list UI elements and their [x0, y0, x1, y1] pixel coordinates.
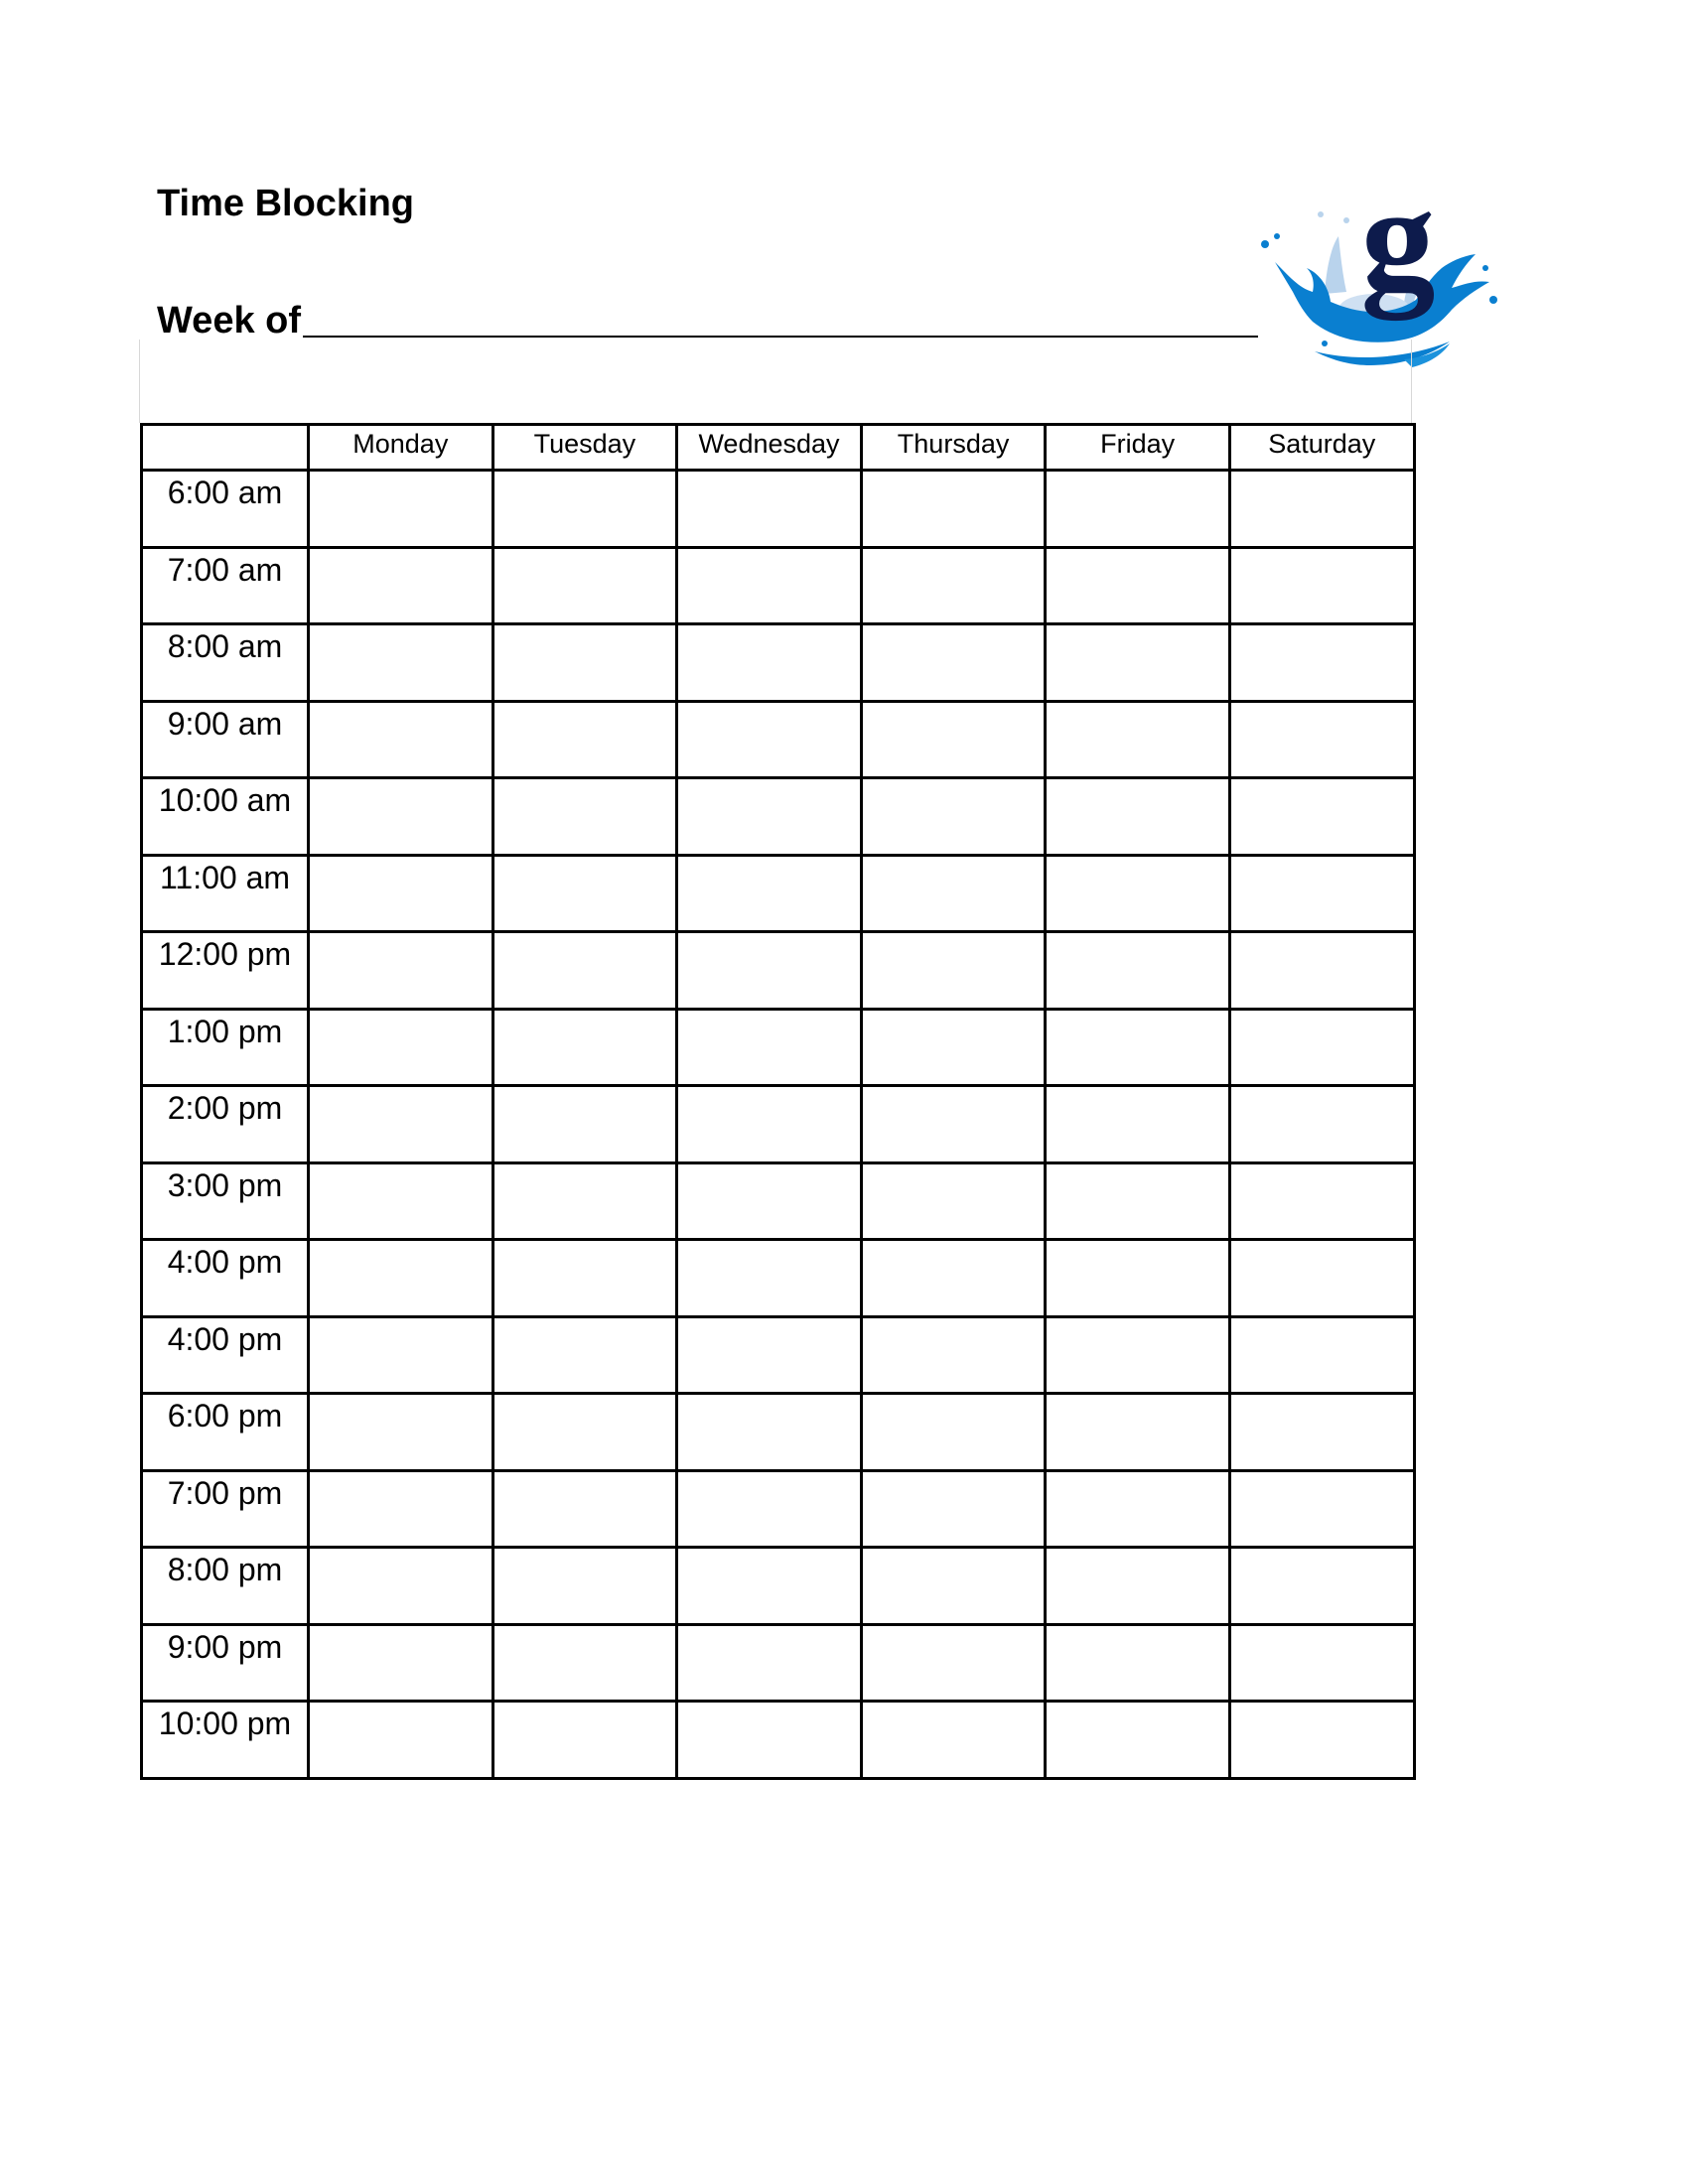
schedule-header-area: [139, 340, 1412, 423]
time-slot-cell[interactable]: [1046, 1316, 1230, 1394]
time-slot-cell[interactable]: [861, 1394, 1046, 1471]
time-label: 10:00 pm: [142, 1702, 309, 1779]
time-label: 11:00 am: [142, 855, 309, 932]
time-slot-cell[interactable]: [1229, 1702, 1414, 1779]
time-slot-cell[interactable]: [677, 1240, 862, 1317]
time-slot-cell[interactable]: [861, 1240, 1046, 1317]
time-slot-cell[interactable]: [1046, 1624, 1230, 1702]
time-slot-cell[interactable]: [1229, 471, 1414, 548]
time-slot-cell[interactable]: [492, 624, 677, 702]
time-slot-cell[interactable]: [677, 547, 862, 624]
table-row: [142, 1702, 1415, 1779]
time-slot-cell[interactable]: [492, 1009, 677, 1086]
time-slot-cell[interactable]: [861, 1162, 1046, 1240]
time-slot-cell[interactable]: [1229, 1548, 1414, 1625]
time-slot-cell[interactable]: [677, 701, 862, 778]
time-slot-cell[interactable]: [492, 1548, 677, 1625]
time-slot-cell[interactable]: [1046, 1702, 1230, 1779]
time-slot-cell[interactable]: [677, 932, 862, 1010]
table-row: [142, 778, 1415, 856]
time-slot-cell[interactable]: [861, 1009, 1046, 1086]
time-slot-cell[interactable]: [492, 932, 677, 1010]
time-label: 4:00 pm: [142, 1240, 309, 1317]
day-header-thursday: Thursday: [861, 425, 1046, 471]
time-slot-cell[interactable]: [861, 1086, 1046, 1163]
time-slot-cell[interactable]: [677, 1009, 862, 1086]
time-slot-cell[interactable]: [861, 701, 1046, 778]
time-slot-cell[interactable]: [1229, 1240, 1414, 1317]
table-row: [142, 1470, 1415, 1548]
table-row: [142, 547, 1415, 624]
logo-letter: g: [1360, 185, 1436, 321]
time-slot-cell[interactable]: [309, 1240, 493, 1317]
time-slot-cell[interactable]: [861, 471, 1046, 548]
time-slot-cell[interactable]: [1046, 1548, 1230, 1625]
time-slot-cell[interactable]: [309, 547, 493, 624]
time-label: 8:00 am: [142, 624, 309, 702]
time-slot-cell[interactable]: [1046, 1470, 1230, 1548]
time-slot-cell[interactable]: [1046, 471, 1230, 548]
table-row: [142, 1009, 1415, 1086]
table-row: [142, 624, 1415, 702]
time-slot-cell[interactable]: [309, 624, 493, 702]
time-slot-cell[interactable]: [1229, 778, 1414, 856]
time-label: 4:00 pm: [142, 1316, 309, 1394]
time-slot-cell[interactable]: [309, 471, 493, 548]
time-slot-cell[interactable]: [861, 624, 1046, 702]
time-slot-cell[interactable]: [309, 1624, 493, 1702]
time-slot-cell[interactable]: [861, 855, 1046, 932]
time-slot-cell[interactable]: [677, 1548, 862, 1625]
time-slot-cell[interactable]: [677, 778, 862, 856]
header-row: [142, 425, 1415, 471]
time-slot-cell[interactable]: [1046, 1240, 1230, 1317]
time-slot-cell[interactable]: [492, 471, 677, 548]
time-slot-cell[interactable]: [1229, 701, 1414, 778]
table-row: [142, 1086, 1415, 1163]
time-slot-cell[interactable]: [1046, 701, 1230, 778]
time-slot-cell[interactable]: [861, 1702, 1046, 1779]
time-slot-cell[interactable]: [677, 1394, 862, 1471]
time-slot-cell[interactable]: [492, 1086, 677, 1163]
table-row: [142, 701, 1415, 778]
week-of-blank-line[interactable]: [303, 300, 1258, 338]
time-label: 10:00 am: [142, 778, 309, 856]
schedule-body: [142, 471, 1415, 1779]
time-slot-cell[interactable]: [492, 547, 677, 624]
week-of-row: [157, 298, 1258, 343]
time-slot-cell[interactable]: [1046, 1009, 1230, 1086]
time-slot-cell[interactable]: [492, 1394, 677, 1471]
time-slot-cell[interactable]: [677, 1162, 862, 1240]
time-blocking-table: [140, 423, 1416, 1780]
time-label: 7:00 am: [142, 547, 309, 624]
time-slot-cell[interactable]: [1229, 624, 1414, 702]
time-slot-cell[interactable]: [309, 1548, 493, 1625]
time-slot-cell[interactable]: [492, 1316, 677, 1394]
time-slot-cell[interactable]: [492, 1470, 677, 1548]
time-slot-cell[interactable]: [1229, 1394, 1414, 1471]
time-slot-cell[interactable]: [309, 1702, 493, 1779]
time-label: 3:00 pm: [142, 1162, 309, 1240]
time-slot-cell[interactable]: [492, 855, 677, 932]
time-slot-cell[interactable]: [677, 855, 862, 932]
time-slot-cell[interactable]: [492, 1162, 677, 1240]
time-slot-cell[interactable]: [309, 1470, 493, 1548]
time-slot-cell[interactable]: [309, 1316, 493, 1394]
time-slot-cell[interactable]: [309, 932, 493, 1010]
time-slot-cell[interactable]: [861, 932, 1046, 1010]
table-row: [142, 1162, 1415, 1240]
corner-cell: [142, 425, 309, 471]
time-slot-cell[interactable]: [1229, 932, 1414, 1010]
time-label: 9:00 pm: [142, 1624, 309, 1702]
time-slot-cell[interactable]: [677, 1086, 862, 1163]
time-slot-cell[interactable]: [677, 471, 862, 548]
time-slot-cell[interactable]: [1229, 1086, 1414, 1163]
time-label: 1:00 pm: [142, 1009, 309, 1086]
time-slot-cell[interactable]: [1046, 778, 1230, 856]
time-slot-cell[interactable]: [861, 1548, 1046, 1625]
time-slot-cell[interactable]: [861, 547, 1046, 624]
time-slot-cell[interactable]: [1229, 1470, 1414, 1548]
time-label: 8:00 pm: [142, 1548, 309, 1625]
table-row: [142, 1548, 1415, 1625]
time-slot-cell[interactable]: [309, 778, 493, 856]
time-label: 9:00 am: [142, 701, 309, 778]
time-slot-cell[interactable]: [677, 1470, 862, 1548]
time-slot-cell[interactable]: [492, 1240, 677, 1317]
time-slot-cell[interactable]: [309, 1394, 493, 1471]
table-row: [142, 932, 1415, 1010]
time-slot-cell[interactable]: [309, 1162, 493, 1240]
table-row: [142, 471, 1415, 548]
time-label: 12:00 pm: [142, 932, 309, 1010]
time-slot-cell[interactable]: [1229, 1624, 1414, 1702]
page-title: Time Blocking: [157, 183, 415, 224]
time-slot-cell[interactable]: [677, 1316, 862, 1394]
time-slot-cell[interactable]: [1046, 547, 1230, 624]
time-slot-cell[interactable]: [309, 1009, 493, 1086]
time-slot-cell[interactable]: [309, 1086, 493, 1163]
time-slot-cell[interactable]: [1046, 1086, 1230, 1163]
time-slot-cell[interactable]: [1046, 1162, 1230, 1240]
table-row: [142, 1394, 1415, 1471]
time-label: 7:00 pm: [142, 1470, 309, 1548]
time-slot-cell[interactable]: [1046, 624, 1230, 702]
time-slot-cell[interactable]: [492, 701, 677, 778]
day-header-tuesday: Tuesday: [492, 425, 677, 471]
time-label: 6:00 pm: [142, 1394, 309, 1471]
time-slot-cell[interactable]: [309, 701, 493, 778]
time-slot-cell[interactable]: [1229, 855, 1414, 932]
day-header-wednesday: Wednesday: [677, 425, 862, 471]
table-row: [142, 1240, 1415, 1317]
time-label: 2:00 pm: [142, 1086, 309, 1163]
table-row: [142, 1316, 1415, 1394]
time-slot-cell[interactable]: [1229, 1162, 1414, 1240]
week-of-label: Week of: [157, 300, 302, 341]
table-row: [142, 1624, 1415, 1702]
time-slot-cell[interactable]: [677, 1702, 862, 1779]
time-slot-cell[interactable]: [677, 1624, 862, 1702]
day-header-saturday: Saturday: [1229, 425, 1414, 471]
time-slot-cell[interactable]: [1229, 547, 1414, 624]
time-slot-cell[interactable]: [1046, 932, 1230, 1010]
time-slot-cell[interactable]: [1229, 1316, 1414, 1394]
day-header-monday: Monday: [309, 425, 493, 471]
time-slot-cell[interactable]: [492, 778, 677, 856]
time-slot-cell[interactable]: [1046, 1394, 1230, 1471]
time-slot-cell[interactable]: [309, 855, 493, 932]
time-slot-cell[interactable]: [492, 1702, 677, 1779]
time-slot-cell[interactable]: [492, 1624, 677, 1702]
time-slot-cell[interactable]: [1046, 855, 1230, 932]
time-slot-cell[interactable]: [861, 1624, 1046, 1702]
time-slot-cell[interactable]: [677, 624, 862, 702]
time-label: 6:00 am: [142, 471, 309, 548]
day-header-friday: Friday: [1046, 425, 1230, 471]
table-row: [142, 855, 1415, 932]
time-slot-cell[interactable]: [861, 778, 1046, 856]
time-slot-cell[interactable]: [861, 1470, 1046, 1548]
time-slot-cell[interactable]: [861, 1316, 1046, 1394]
time-slot-cell[interactable]: [1229, 1009, 1414, 1086]
